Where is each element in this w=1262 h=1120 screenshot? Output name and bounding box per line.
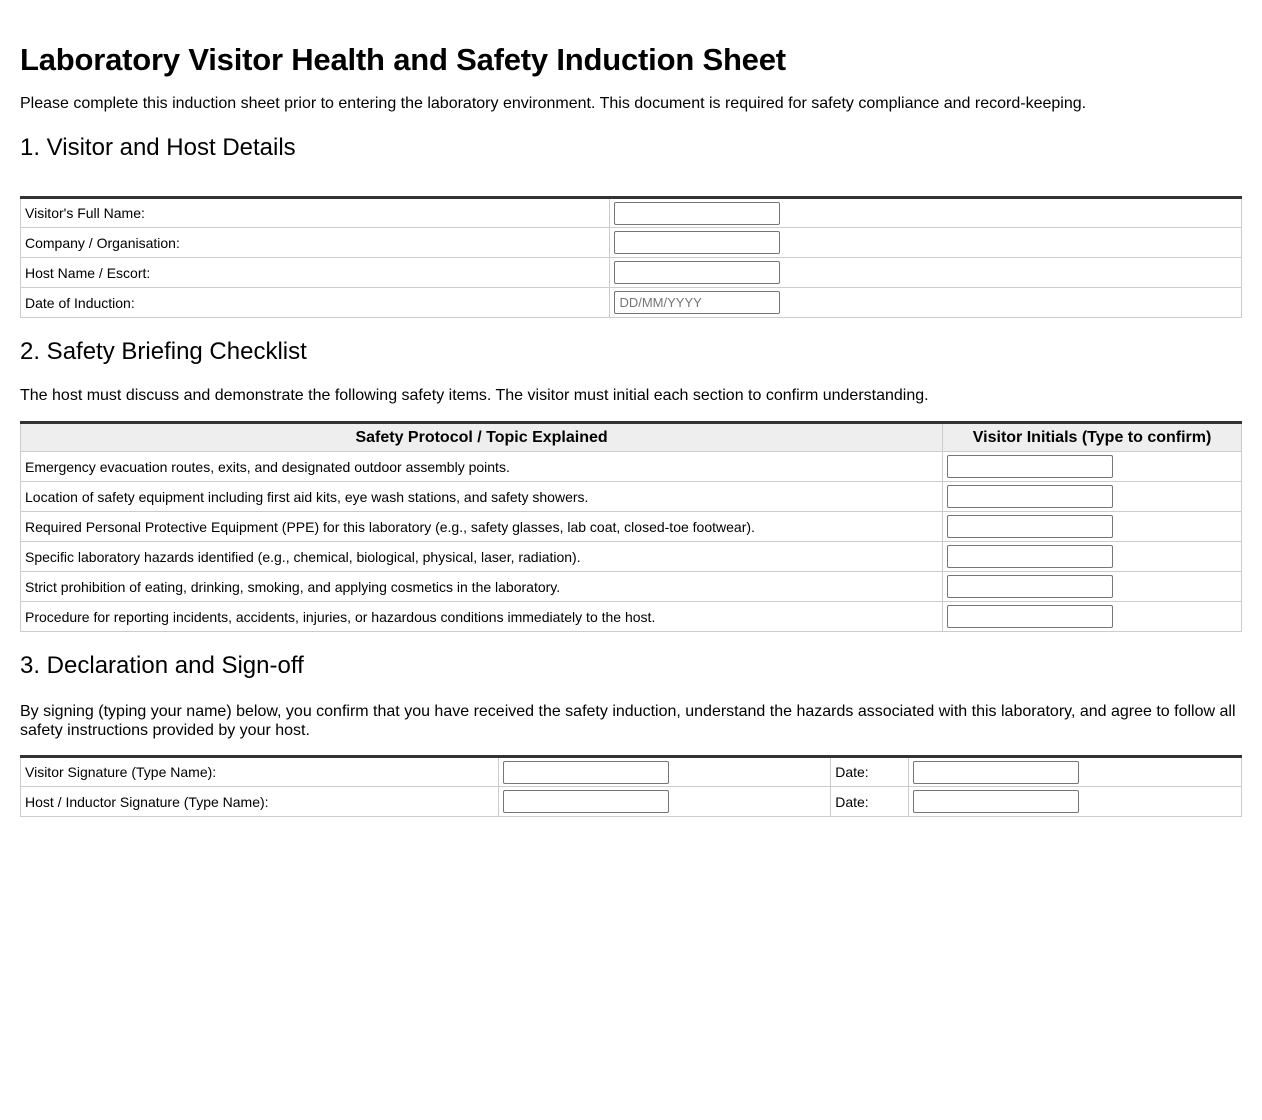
checklist-item-ppe: Required Personal Protective Equipment (PPE) for this laboratory (e.g., safety glasses, lab coat, closed-toe footwear). [21, 512, 943, 542]
checklist-item-reporting: Procedure for reporting incidents, accidents, injuries, or hazardous conditions immediately to the host. [21, 602, 943, 632]
section-heading-declaration: 3. Declaration and Sign-off [20, 652, 304, 679]
checklist-item-safety-equipment: Location of safety equipment including first aid kits, eye wash stations, and safety showers. [21, 482, 943, 512]
company-label: Company / Organisation: [21, 228, 610, 258]
host-date-label: Date: [831, 787, 909, 817]
initials-input-prohibition[interactable] [947, 575, 1113, 598]
table-row [21, 572, 1242, 602]
initials-input-ppe[interactable] [947, 515, 1113, 538]
table-row [21, 288, 1242, 318]
initials-input-hazards[interactable] [947, 545, 1113, 568]
table-row [21, 787, 1242, 817]
visitor-date-input[interactable] [913, 761, 1079, 784]
table-row [21, 198, 1242, 228]
signoff-table [20, 755, 1242, 817]
table-row [21, 512, 1242, 542]
visitor-date-label: Date: [831, 757, 909, 787]
checklist-item-hazards: Specific laboratory hazards identified (e.g., chemical, biological, physical, laser, radiation). [21, 542, 943, 572]
table-row [21, 258, 1242, 288]
table-row [21, 228, 1242, 258]
table-row [21, 452, 1242, 482]
checklist-item-prohibition: Strict prohibition of eating, drinking, smoking, and applying cosmetics in the laboratory. [21, 572, 943, 602]
table-row [21, 602, 1242, 632]
table-header-row [21, 423, 1242, 452]
host-signature-input[interactable] [503, 790, 669, 813]
table-row [21, 757, 1242, 787]
initials-input-evacuation[interactable] [947, 455, 1113, 478]
visitor-signature-input[interactable] [503, 761, 669, 784]
initials-input-reporting[interactable] [947, 605, 1113, 628]
host-signature-label: Host / Inductor Signature (Type Name): [21, 787, 499, 817]
intro-text: Please complete this induction sheet prior to entering the laboratory environment. This document is required for safety compliance and record-keeping. [20, 95, 1087, 112]
page-title: Laboratory Visitor Health and Safety Induction Sheet [20, 42, 786, 77]
column-header-topic: Safety Protocol / Topic Explained [21, 423, 943, 452]
column-header-initials: Visitor Initials (Type to confirm) [943, 423, 1242, 452]
initials-input-safety-equipment[interactable] [947, 485, 1113, 508]
host-date-input[interactable] [913, 790, 1079, 813]
host-name-input[interactable] [614, 261, 780, 284]
checklist-table [20, 421, 1242, 632]
induction-date-label: Date of Induction: [21, 288, 610, 318]
company-input[interactable] [614, 231, 780, 254]
induction-date-input[interactable] [614, 291, 780, 314]
declaration-text: By signing (typing your name) below, you confirm that you have received the safety induction, understand the hazards associated with this laboratory, and agree to follow all safety instructions provided by your host. [20, 703, 1236, 739]
checklist-item-evacuation: Emergency evacuation routes, exits, and designated outdoor assembly points. [21, 452, 943, 482]
table-row [21, 542, 1242, 572]
table-row [21, 482, 1242, 512]
checklist-description: The host must discuss and demonstrate the following safety items. The visitor must initial each section to confirm understanding. [20, 387, 929, 404]
visitor-signature-label: Visitor Signature (Type Name): [21, 757, 499, 787]
section-heading-checklist: 2. Safety Briefing Checklist [20, 338, 307, 365]
host-name-label: Host Name / Escort: [21, 258, 610, 288]
visitor-name-label: Visitor's Full Name: [21, 198, 610, 228]
visitor-name-input[interactable] [614, 202, 780, 225]
section-heading-details: 1. Visitor and Host Details [20, 134, 296, 161]
details-table [20, 196, 1242, 318]
